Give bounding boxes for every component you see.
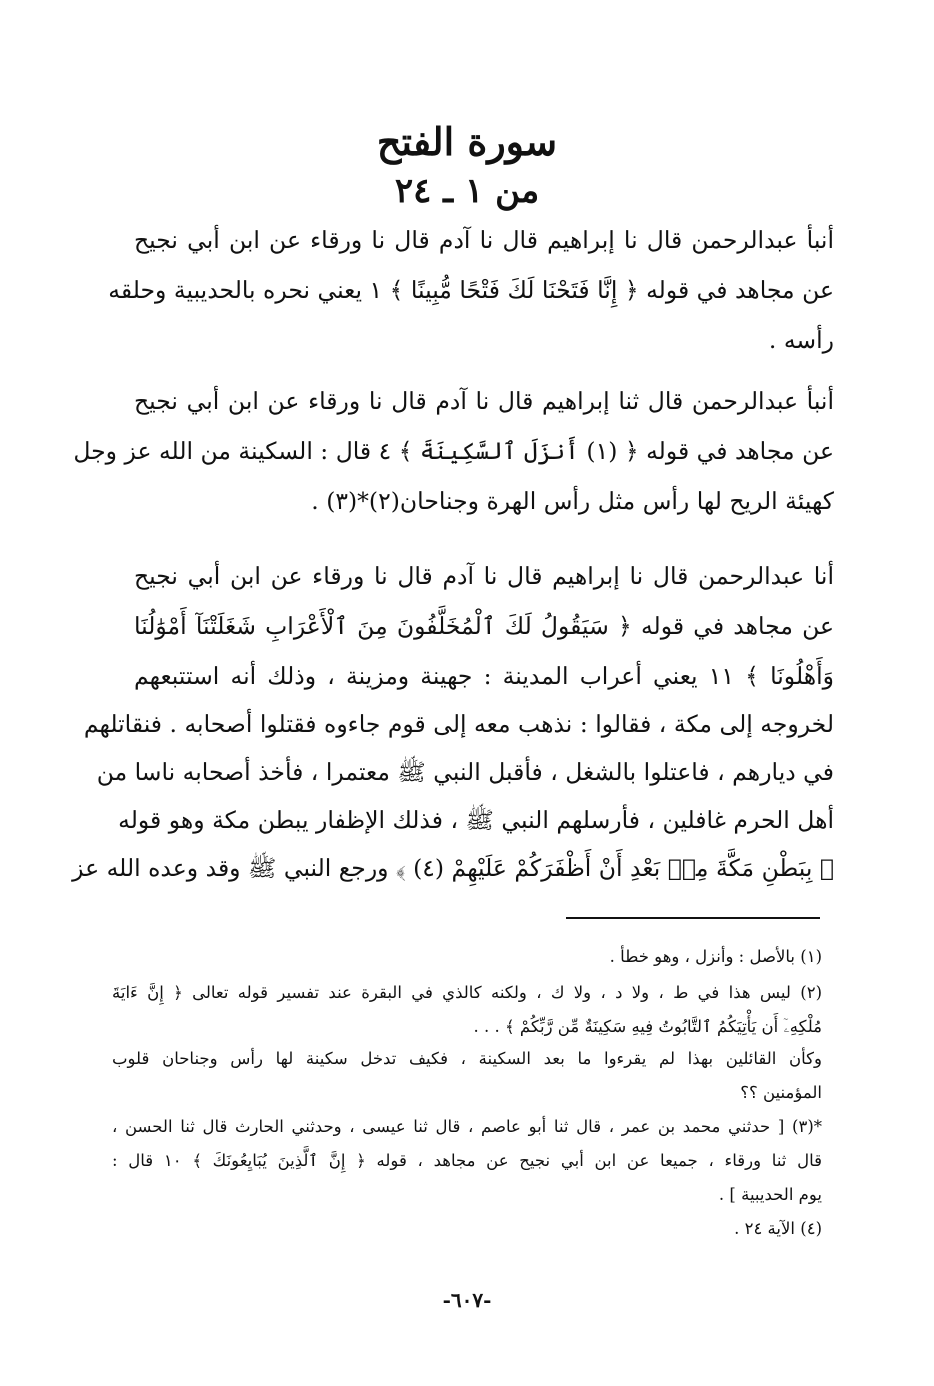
footnote-2-line-3: وكأن القائلين بهذا لم يقرءوا ما بعد السكينة ، فكيف تدخل سكينة لها رأس وجناحان قلوب [112, 1049, 822, 1068]
footnote-2-line-2: مُلْكِهِۦٓ أَن يَأْتِيَكُمُ ٱلتَّابُوتُ فِيهِ سَكِينَةٌ مِّن رَّبِّكُمْ ﴾ . . . [473, 1017, 822, 1036]
footnote-3-line-2: قال ثنا ورقاء ، جميعا عن ابن أبي نجيح عن مجاهد ، قوله ﴿ إِنَّ ٱلَّذِينَ يُبَايِعُونَكَ ﴾ ١٠ قال : [112, 1151, 822, 1170]
paragraph3-line-6: أهل الحرم غافلين ، فأرسلهم النبي ﷺ ، فذلك الإظفار يبطن مكة وهو قوله [118, 806, 834, 834]
footnote-3-line-3: يوم الحديبية ] . [718, 1185, 822, 1204]
paragraph2-line-3: كهيئة الريح لها رأس مثل رأس الهرة وجناحان(٢)*(٣) . [311, 487, 834, 515]
paragraph2-line-2: عن مجاهد في قوله ﴿ (١) أَنزَلَ ٱلسَّكِينَةَ ﴾ ٤ قال : السكينة من الله عز وجل [73, 437, 834, 465]
page-title: سورة الفتح [376, 119, 558, 164]
paragraph1-line-1: أنبأ عبدالرحمن قال نا إبراهيم قال نا آدم قال نا ورقاء عن ابن أبي نجيح [134, 226, 834, 254]
page-number: -٦٠٧- [442, 1288, 492, 1312]
footnote-2-line-1: (٢) ليس هذا في ط ، ولا د ، ولا ك ، ولكنه كالذي في البقرة عند تفسير قوله تعالى ﴿ إِنَّ ءَايَةَ [112, 983, 822, 1002]
paragraph3-line-3: وَأَهْلُونَا ﴾ ١١ يعني أعراب المدينة : جهينة ومزينة ، وذلك أنه استتبعهم [134, 662, 834, 690]
paragraph3-line-2: عن مجاهد في قوله ﴿ سَيَقُولُ لَكَ ٱلْمُخَلَّفُونَ مِنَ ٱلْأَعْرَابِ شَغَلَتْنَآ أَمْوَٰلُنَا [134, 612, 834, 640]
paragraph1-line-2: عن مجاهد في قوله ﴿ إِنَّا فَتَحْنَا لَكَ فَتْحًا مُّبِينًا ﴾ ١ يعني نحره بالحديبية وحلقه [108, 276, 834, 304]
paragraph3-line-1: أنا عبدالرحمن قال نا إبراهيم قال نا آدم قال نا ورقاء عن ابن أبي نجيح [134, 562, 834, 590]
page-subtitle: من ١ ـ ٢٤ [394, 171, 540, 211]
footnote-divider [566, 917, 820, 919]
paragraph2-line-1: أنبأ عبدالرحمن قال ثنا إبراهيم قال نا آدم قال نا ورقاء عن ابن أبي نجيح [134, 387, 834, 415]
paragraph3-line-5: في ديارهم ، فاعتلوا بالشغل ، فأقبل النبي ﷺ معتمرا ، فأخذ أصحابه ناسا من [96, 758, 834, 786]
footnote-1: (١) بالأصل : وأنزل ، وهو خطأ . [609, 947, 822, 966]
paragraph3-line-4: لخروجه إلى مكة ، فقالوا : نذهب معه إلى قوم جاءوه فقتلوا أصحابه . فنقاتلهم [83, 710, 834, 738]
footnote-2-line-4: المؤمنين ؟؟ [740, 1083, 822, 1102]
paragraph3-line-7: ﴿ بِبَطْنِ مَكَّةَ مِنۢ بَعْدِ أَنْ أَظْفَرَكُمْ عَلَيْهِمْ (٤) ﴾ ورجع النبي ﷺ وقد وعده الله عز [72, 854, 834, 882]
paragraph1-line-3: رأسه . [768, 326, 834, 354]
footnote-3-line-1: *(٣) [ حدثني محمد بن عمر ، قال ثنا أبو عاصم ، قال ثنا عيسى ، وحدثني الحارث قال ثنا الحسن ، [112, 1117, 822, 1136]
footnote-4: (٤) الآية ٢٤ . [734, 1219, 822, 1238]
